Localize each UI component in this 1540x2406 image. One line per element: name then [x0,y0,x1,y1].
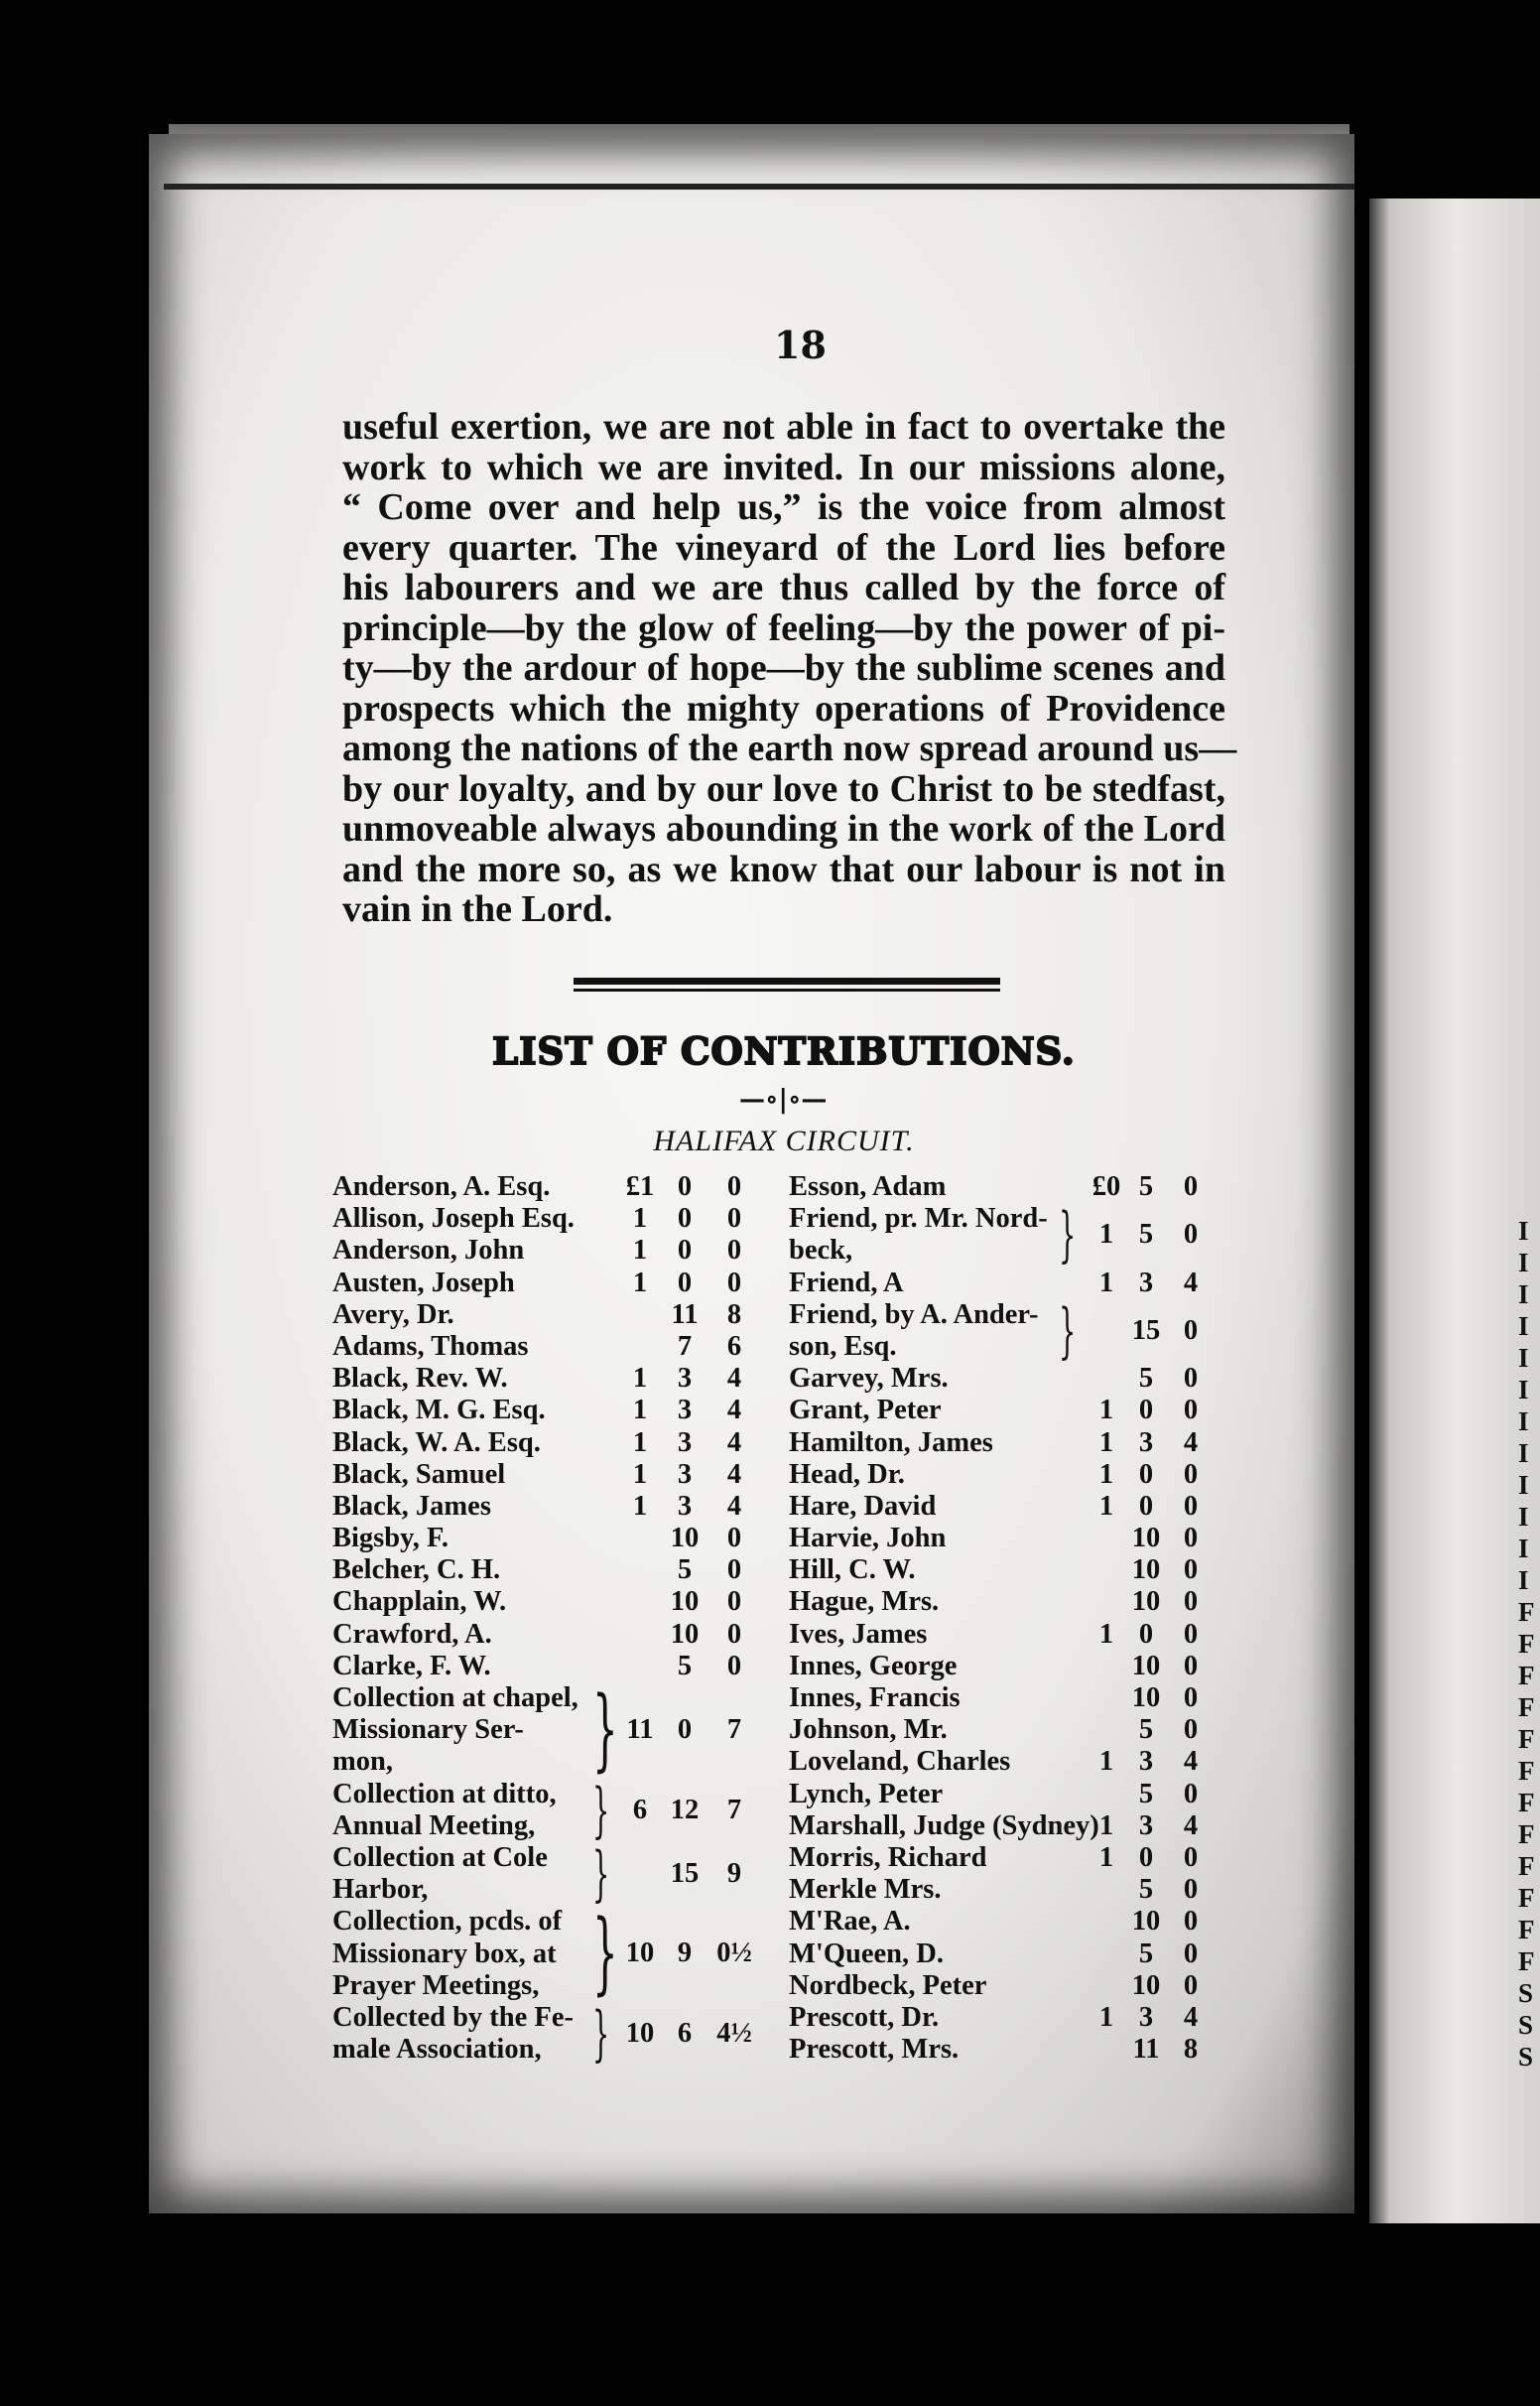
amount-pounds: 1 [632,1235,648,1267]
contributor-name: Collection, pcds. of Missionary box, at Prayer Meetings, [332,1906,563,2001]
amount-pounds: 1 [1098,1841,1114,1873]
grouping-brace: } [592,1775,610,1845]
contribution-row [332,1235,784,1267]
grouping-brace: } [1059,1200,1077,1270]
paragraph-line: work to which we are invited. In our missions alone, [342,446,1225,488]
facing-page-edge [1369,199,1540,2223]
amount-pence: 0 [1183,1458,1199,1490]
divider-thin [574,989,1000,992]
facing-page-letter: F [1518,1788,1535,1817]
facing-page-letter: I [1518,1216,1529,1246]
amount-pence: 0 [1183,1490,1199,1522]
amount-pence: 4 [1183,2001,1199,2033]
contributor-name: Collection at Cole Harbor, [332,1841,548,1906]
contributor-name: Black, Samuel [332,1458,506,1490]
facing-page-letters [1518,1216,1535,2072]
amount-shillings: 0 [1138,1395,1154,1426]
contributor-name: Anderson, John [332,1235,525,1267]
amount-pounds: 1 [632,1203,648,1235]
facing-page-letter: I [1518,1248,1529,1277]
heading-ornament: —∘|∘— [739,1085,828,1115]
paragraph-line: by our loyalty, and by our love to Christ to be stedfast, [342,767,1225,810]
contributor-name: Garvey, Mrs. [789,1363,949,1395]
contribution-row [789,1491,1216,1523]
grouping-brace: } [592,1998,610,2069]
contributor-name: Crawford, A. [332,1618,492,1650]
amount-pounds: 1 [1098,1618,1114,1650]
facing-page-letter: S [1518,2042,1534,2072]
amount-shillings: 5 [1138,1778,1154,1809]
contributor-name: Belcher, C. H. [332,1554,501,1586]
amount-shillings: 3 [677,1490,693,1522]
amount-pounds: 1 [1098,1395,1114,1426]
contributor-name: Black, James [332,1490,491,1522]
amount-shillings: 5 [1138,1874,1154,1906]
amount-pence: 0 [1183,1714,1199,1746]
paragraph-line: principle—by the glow of feeling—by the power of pi- [342,606,1225,649]
amount-pence: 0 [726,1650,742,1681]
amount-pence: 4 [726,1490,742,1522]
amount-shillings: 5 [677,1650,693,1681]
contributor-name: Morris, Richard [789,1841,987,1873]
amount-shillings: 10 [1131,1682,1161,1714]
contributor-name: Hare, David [789,1490,937,1522]
contribution-row [332,1677,784,1782]
amount-pence: 4 [726,1458,742,1490]
contribution-row [332,1651,784,1682]
contributor-name: Black, M. G. Esq. [332,1395,546,1426]
contributor-name: Collection at ditto, Annual Meeting, [332,1778,557,1841]
contribution-row [332,1427,784,1459]
contributor-name: Prescott, Mrs. [789,2034,960,2066]
amount-shillings: 5 [1138,1171,1154,1202]
amount-shillings: 0 [1138,1841,1154,1873]
contribution-row [332,1491,784,1523]
amount-shillings: 15 [1131,1314,1161,1346]
divider-thick [574,978,1000,985]
contribution-row [789,1268,1216,1299]
amount-pence: 0 [1183,1314,1199,1346]
amount-shillings: 0 [1138,1618,1154,1650]
amount-shillings: 10 [1131,1906,1161,1938]
paragraph-line: and the more so, as we know that our labour is not in [342,848,1225,890]
amount-pence: 0 [1183,1219,1199,1251]
contribution-row [332,1838,784,1909]
contributor-name: Avery, Dr. [332,1298,454,1330]
facing-page-letter: S [1518,1978,1534,2008]
contributor-name: Friend, pr. Mr. Nord- beck, [789,1203,1048,1267]
amount-pence: 0 [1183,1586,1199,1618]
contributions-right-column [789,1171,1216,2066]
amount-shillings: 15 [670,1857,700,1889]
amount-pence: 0 [1183,1874,1199,1906]
contribution-row [332,1268,784,1299]
facing-page-letter: I [1518,1470,1529,1500]
amount-shillings: 5 [1138,1219,1154,1251]
contribution-row [789,1427,1216,1459]
amount-shillings: 3 [1138,1267,1154,1298]
amount-pounds: 10 [625,2017,655,2049]
amount-pounds: 1 [632,1363,648,1395]
amount-pence: 6 [726,1330,742,1362]
grouping-brace: } [592,1677,618,1782]
amount-shillings: 5 [1138,1363,1154,1395]
contributor-name: Bigsby, F. [332,1523,449,1554]
contribution-row [332,1395,784,1426]
amount-pounds: 1 [1098,1267,1114,1298]
page-number: 18 [774,323,827,367]
contribution-row [789,1970,1216,2002]
contributor-name: Esson, Adam [789,1171,947,1202]
grouping-brace: } [592,1838,610,1909]
contribution-row [789,1619,1216,1651]
contribution-row [789,2002,1216,2034]
amount-pence: 9 [726,1857,742,1889]
facing-page-letter: I [1518,1565,1529,1595]
contributor-name: Innes, George [789,1650,958,1681]
amount-shillings: 0 [677,1171,693,1202]
paragraph-line: every quarter. The vineyard of the Lord lies before [342,526,1225,569]
contribution-row [789,1200,1216,1270]
contribution-row [789,1523,1216,1554]
facing-page-letter: F [1518,1692,1535,1722]
amount-pounds: 6 [632,1794,648,1825]
amount-shillings: 0 [677,1203,693,1235]
amount-shillings: 3 [677,1395,693,1426]
contribution-row [789,1459,1216,1491]
amount-pence: 0 [726,1586,742,1618]
contributor-name: Collection at chapel, Missionary Ser- mon, [332,1682,578,1778]
amount-pence: 0 [1183,1395,1199,1426]
facing-page-letter: I [1518,1279,1529,1309]
contribution-row [332,1331,784,1363]
amount-pounds: 10 [625,1938,655,1969]
contributor-name: Hamilton, James [789,1426,993,1458]
circuit-title: HALIFAX CIRCUIT. [653,1125,915,1157]
contribution-row [789,1714,1216,1746]
contributor-name: Harvie, John [789,1523,947,1554]
list-heading: LIST OF CONTRIBUTIONS. [492,1029,1076,1073]
amount-pence: 0 [726,1267,742,1298]
amount-pounds: £1 [625,1171,655,1202]
amount-pounds: 1 [632,1395,648,1426]
amount-shillings: 6 [677,2017,693,2049]
contribution-row [789,1586,1216,1618]
paragraph-line: prospects which the mighty operations of Providence [342,687,1225,730]
facing-page-letter: F [1518,1819,1535,1849]
contributions-left-column [332,1171,784,2069]
contribution-row [332,1901,784,2006]
amount-shillings: 9 [677,1938,693,1969]
contribution-row [789,1746,1216,1778]
amount-pence: 0 [1183,1906,1199,1938]
contribution-row [789,1779,1216,1810]
amount-shillings: 10 [1131,1523,1161,1554]
contribution-row [789,2034,1216,2066]
amount-pence: 0 [1183,1363,1199,1395]
contribution-row [789,1651,1216,1682]
grouping-brace: } [1059,1295,1077,1366]
amount-pounds: £0 [1091,1171,1121,1202]
contributor-name: M'Queen, D. [789,1938,944,1969]
paragraph-line: his labourers and we are thus called by the force of [342,567,1225,608]
page-top-rule [164,184,1354,190]
paragraph-line: useful exertion, we are not able in fact to overtake the [342,406,1225,448]
amount-pounds: 1 [1098,1490,1114,1522]
body-paragraph [342,406,1237,930]
facing-page-letter: F [1518,1883,1535,1913]
amount-pence: 4½ [716,2017,752,2049]
amount-pounds: 1 [1098,1809,1114,1841]
contributor-name: Friend, by A. Ander- son, Esq. [789,1298,1039,1362]
contributor-name: Innes, Francis [789,1682,961,1714]
contributor-name: Head, Dr. [789,1458,905,1490]
amount-pence: 0 [1183,1969,1199,2001]
amount-shillings: 10 [1131,1554,1161,1586]
amount-pounds: 1 [632,1458,648,1490]
amount-pounds: 1 [632,1267,648,1298]
facing-page-letter: I [1518,1375,1529,1404]
paragraph-line: unmoveable always abounding in the work of the Lord [342,808,1225,850]
facing-page-letter: I [1518,1406,1529,1436]
amount-pence: 0 [1183,1554,1199,1586]
amount-shillings: 10 [1131,1969,1161,2001]
contribution-row [332,1299,784,1331]
amount-shillings: 0 [677,1714,693,1745]
contributor-name: Ives, James [789,1618,928,1650]
amount-pence: 7 [726,1794,742,1825]
amount-shillings: 10 [1131,1586,1161,1618]
amount-shillings: 0 [677,1267,693,1298]
amount-pounds: 1 [1098,1746,1114,1778]
amount-pence: 0 [726,1235,742,1267]
amount-shillings: 3 [677,1426,693,1458]
contribution-row [789,1395,1216,1426]
amount-pence: 0 [1183,1778,1199,1809]
facing-page-letter: I [1518,1534,1529,1563]
amount-shillings: 0 [1138,1490,1154,1522]
amount-pence: 4 [726,1395,742,1426]
contributor-name: Johnson, Mr. [789,1714,948,1746]
contributor-name: Hague, Mrs. [789,1586,940,1618]
grouping-brace: } [592,1901,618,2006]
amount-pence: 7 [726,1714,742,1745]
amount-shillings: 12 [670,1794,700,1825]
contribution-row [789,1810,1216,1842]
facing-page-letter: F [1518,1756,1535,1786]
contribution-row [789,1363,1216,1395]
amount-shillings: 3 [1138,2001,1154,2033]
contributor-name: Hill, C. W. [789,1554,916,1586]
facing-page-letter: I [1518,1343,1529,1373]
amount-pence: 0 [726,1523,742,1554]
amount-pence: 0 [1183,1938,1199,1969]
amount-shillings: 7 [677,1330,693,1362]
contributor-name: Loveland, Charles [789,1746,1011,1778]
contributor-name: Chapplain, W. [332,1586,507,1618]
amount-pence: 4 [1183,1809,1199,1841]
contributor-name: Adams, Thomas [332,1330,529,1362]
amount-shillings: 0 [677,1235,693,1267]
amount-pence: 0 [1183,1841,1199,1873]
amount-shillings: 0 [1138,1458,1154,1490]
amount-pence: 0 [1183,1682,1199,1714]
amount-shillings: 3 [677,1363,693,1395]
contributor-name: Nordbeck, Peter [789,1969,987,2001]
amount-pounds: 1 [1098,2001,1114,2033]
contribution-row [332,1363,784,1395]
contributor-name: Clarke, F. W. [332,1650,491,1681]
contribution-row [789,1295,1216,1366]
amount-pence: 8 [726,1298,742,1330]
facing-page-letter: F [1518,1597,1535,1627]
contributor-name: Black, Rev. W. [332,1363,508,1395]
amount-pounds: 1 [1098,1219,1114,1251]
paragraph-line: ty—by the ardour of hope—by the sublime scenes and [342,647,1225,689]
amount-pounds: 11 [626,1714,654,1745]
facing-page-letter: F [1518,1915,1535,1944]
facing-page-letter: I [1518,1311,1529,1341]
contribution-row [789,1874,1216,1906]
amount-pounds: 1 [1098,1458,1114,1490]
contributor-name: Black, W. A. Esq. [332,1426,541,1458]
paragraph-line: among the nations of the earth now spread around us— [342,728,1237,769]
contribution-row [332,1775,784,1845]
contribution-row [789,1171,1216,1203]
paragraph-line: “ Come over and help us,” is the voice from almost [342,486,1225,528]
contribution-row [332,1459,784,1491]
contributor-name: Friend, A [789,1267,904,1298]
amount-pence: 4 [726,1426,742,1458]
contribution-row [332,1554,784,1586]
amount-shillings: 11 [1132,2034,1160,2066]
contribution-row [789,1906,1216,1938]
amount-pounds: 1 [1098,1426,1114,1458]
amount-pence: 0 [1183,1523,1199,1554]
amount-shillings: 3 [677,1458,693,1490]
amount-pence: 0 [1183,1650,1199,1681]
amount-shillings: 10 [670,1523,700,1554]
facing-page-letter: F [1518,1851,1535,1881]
contributor-name: Merkle Mrs. [789,1874,942,1906]
contribution-row [789,1842,1216,1874]
amount-pence: 0½ [716,1938,752,1969]
amount-shillings: 11 [671,1298,699,1330]
amount-pence: 4 [1183,1746,1199,1778]
amount-shillings: 3 [1138,1809,1154,1841]
amount-shillings: 5 [677,1554,693,1586]
contributor-name: Marshall, Judge (Sydney) [789,1809,1099,1841]
amount-shillings: 3 [1138,1746,1154,1778]
contribution-row [789,1938,1216,1970]
contribution-row [332,1523,784,1554]
paragraph-line: vain in the Lord. [342,888,613,930]
contribution-row [332,1998,784,2069]
facing-page-letter: I [1518,1438,1529,1468]
amount-pence: 0 [726,1554,742,1586]
amount-shillings: 10 [1131,1650,1161,1681]
amount-pence: 8 [1183,2034,1199,2066]
contribution-row [332,1203,784,1235]
contribution-row [332,1586,784,1618]
facing-page-letter: F [1518,1629,1535,1659]
contribution-row [332,1171,784,1203]
contributor-name: M'Rae, A. [789,1906,911,1938]
facing-page-letter: I [1518,1502,1529,1532]
contribution-row [789,1682,1216,1714]
contributor-name: Collected by the Fe- male Association, [332,2001,574,2066]
contributor-name: Austen, Joseph [332,1267,515,1298]
amount-pence: 0 [1183,1171,1199,1202]
facing-page-letter: F [1518,1946,1535,1976]
contributor-name: Anderson, A. Esq. [332,1171,551,1202]
amount-pence: 0 [726,1618,742,1650]
contributor-name: Prescott, Dr. [789,2001,940,2033]
amount-pence: 4 [1183,1426,1199,1458]
amount-pence: 0 [1183,1618,1199,1650]
amount-shillings: 5 [1138,1938,1154,1969]
amount-pounds: 1 [632,1490,648,1522]
amount-shillings: 10 [670,1586,700,1618]
facing-page-letter: S [1518,2010,1534,2040]
amount-pence: 0 [726,1203,742,1235]
amount-shillings: 5 [1138,1714,1154,1746]
contribution-row [789,1554,1216,1586]
facing-page-letter: F [1518,1661,1535,1690]
facing-page-letter: F [1518,1724,1535,1754]
amount-pounds: 1 [632,1426,648,1458]
amount-shillings: 10 [670,1618,700,1650]
contribution-row [332,1619,784,1651]
amount-pence: 4 [1183,1267,1199,1298]
amount-shillings: 3 [1138,1426,1154,1458]
contributor-name: Grant, Peter [789,1395,942,1426]
contributor-name: Allison, Joseph Esq. [332,1203,575,1235]
amount-pence: 4 [726,1363,742,1395]
amount-pence: 0 [726,1171,742,1202]
contributor-name: Lynch, Peter [789,1778,944,1809]
